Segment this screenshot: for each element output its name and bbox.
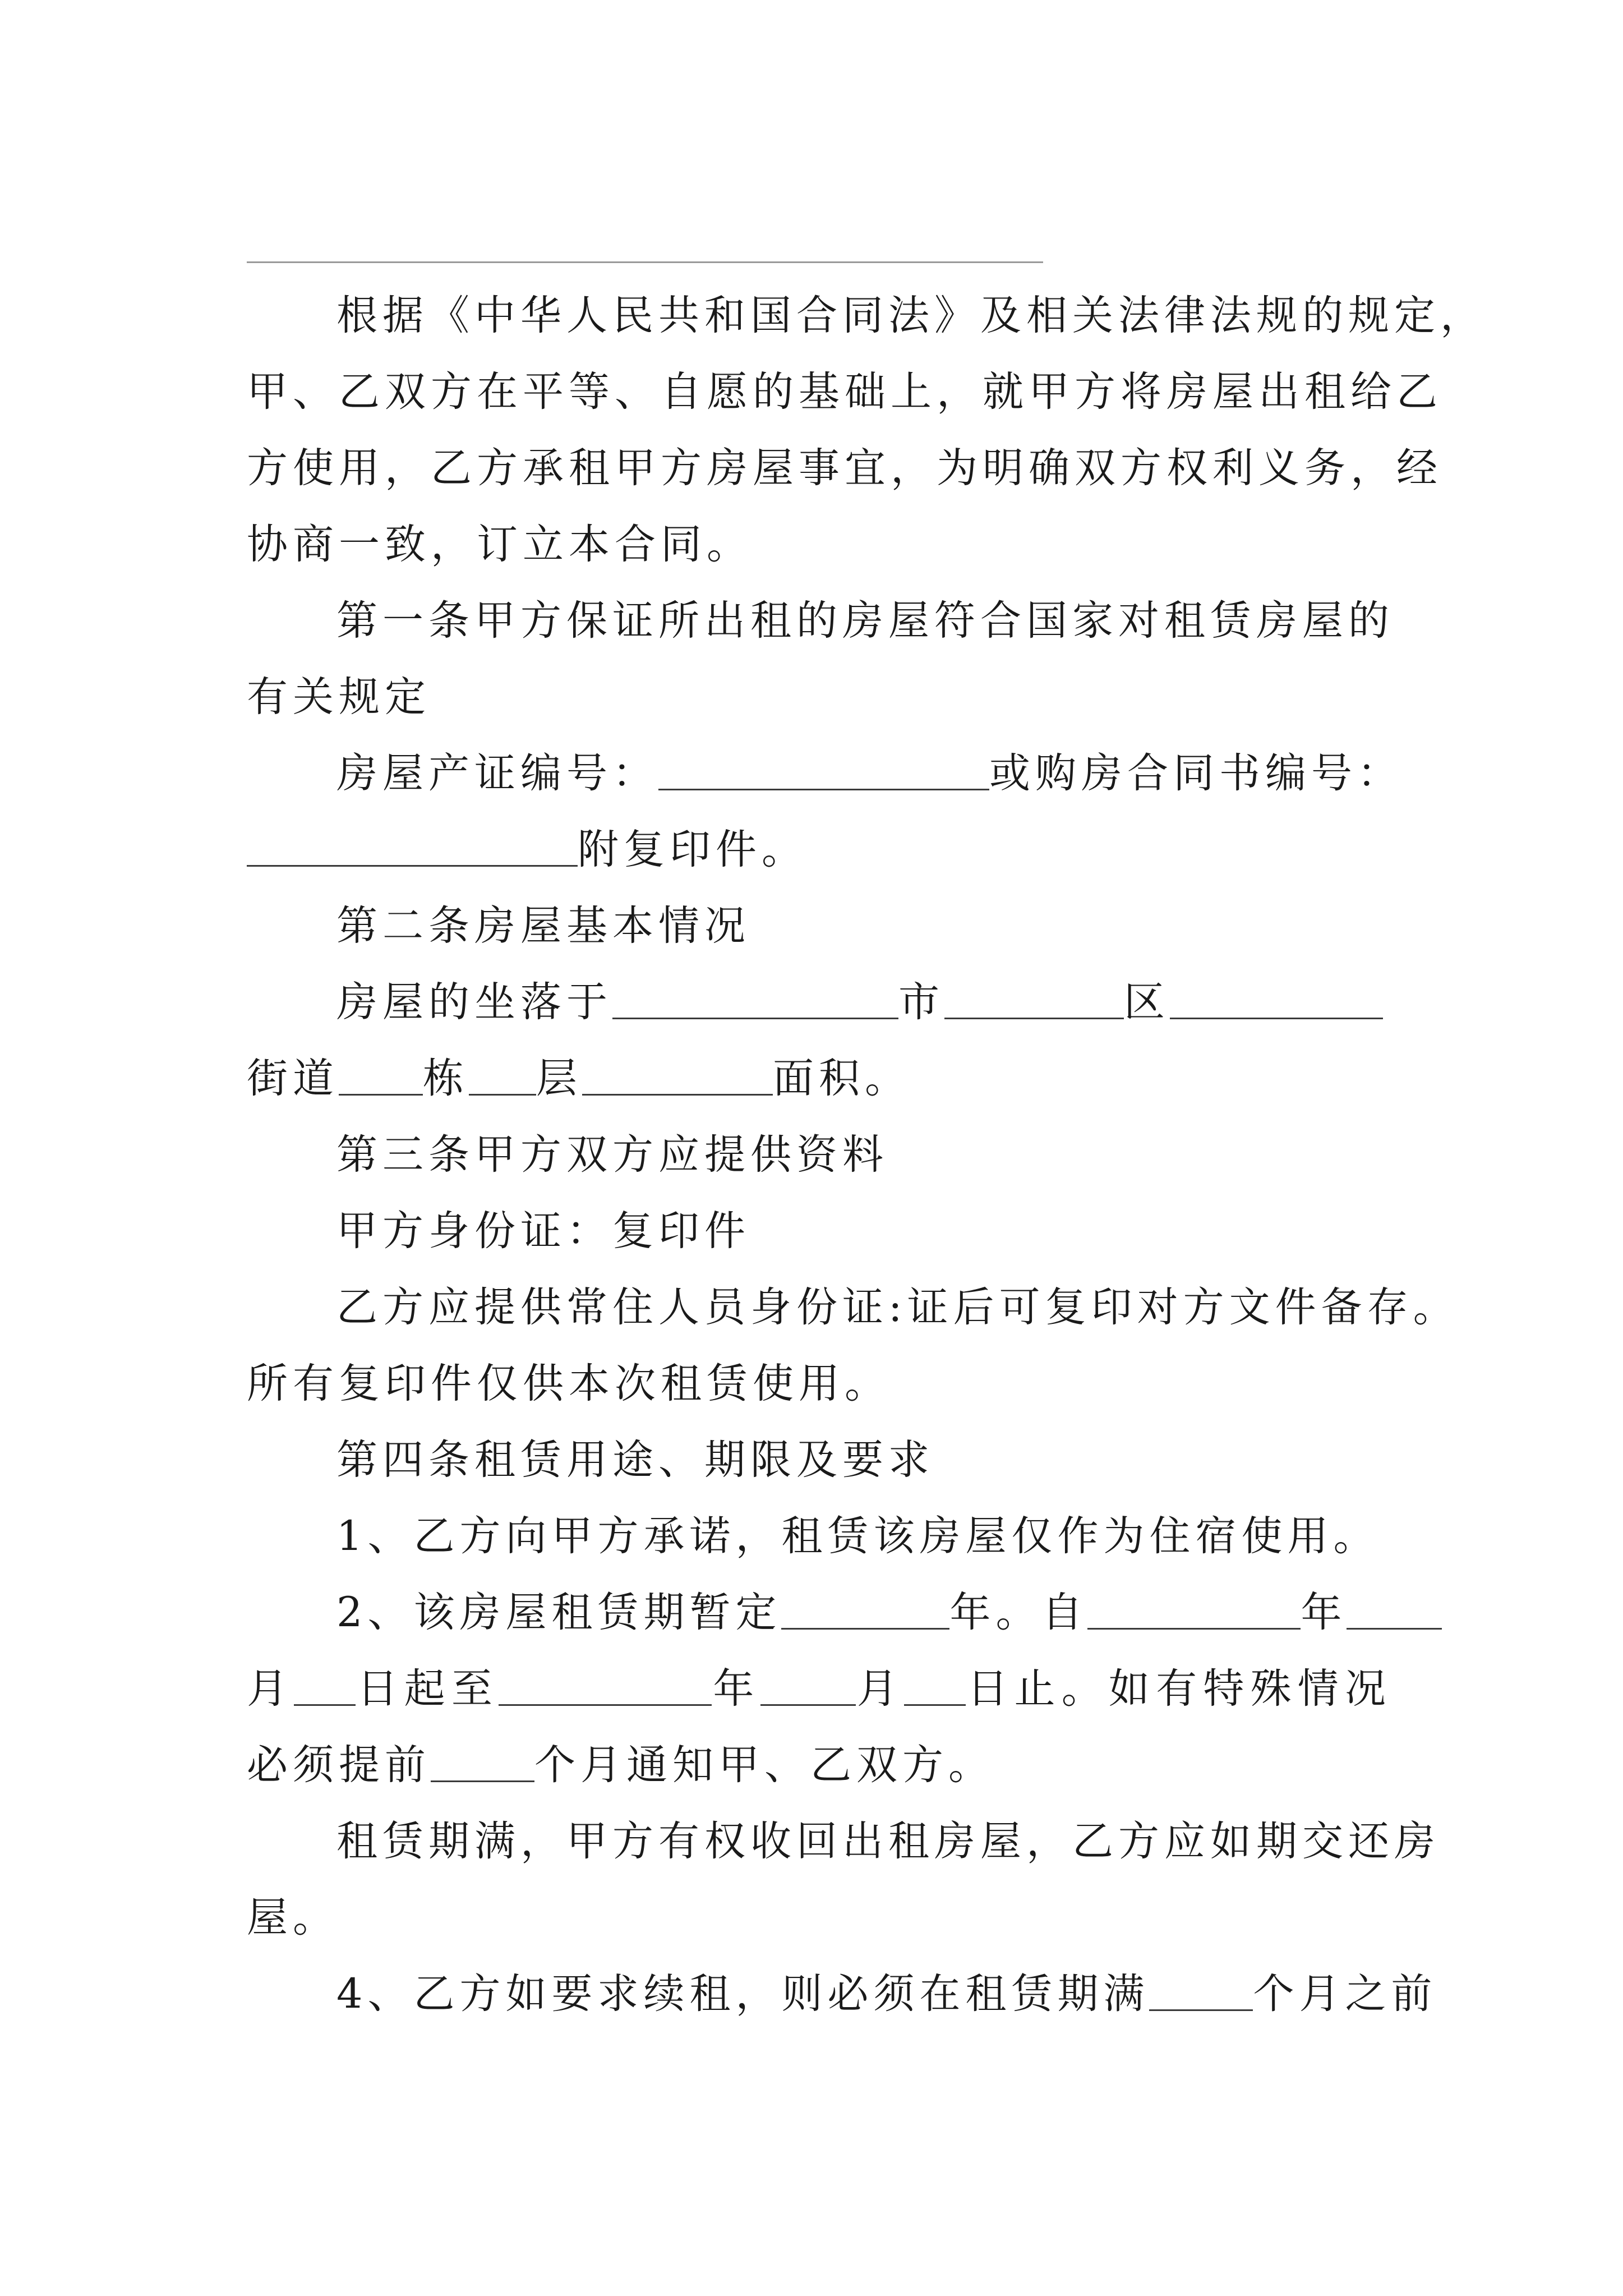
text-run: 第四条租赁用途、期限及要求 xyxy=(336,1436,934,1484)
paragraph-line xyxy=(247,430,1442,507)
header-rule xyxy=(247,261,1043,263)
paragraph-line xyxy=(247,1498,1391,1575)
text-run: 栋 xyxy=(423,1055,469,1102)
blank-line-building[interactable] xyxy=(469,1055,536,1096)
text-run: 方使用，乙方承租甲方房屋事宜，为明确双方权利义务，经 xyxy=(247,444,1442,492)
paragraph-line xyxy=(247,1880,1391,1956)
text-run: 必须提前 xyxy=(247,1741,431,1789)
text-run: 个月之前 xyxy=(1253,1970,1437,2018)
article-heading xyxy=(247,888,1391,964)
blank-line-start-year[interactable] xyxy=(1087,1589,1301,1630)
paragraph-line xyxy=(247,659,1391,735)
paragraph-line xyxy=(247,1041,1391,1117)
text-run: 有关规定 xyxy=(247,673,431,721)
blank-line-end-month[interactable] xyxy=(760,1665,856,1706)
text-run: 或购房合同书编号： xyxy=(989,749,1403,797)
text-run: 日止。如有特殊情况 xyxy=(966,1665,1391,1713)
text-run: 月 xyxy=(247,1665,294,1713)
paragraph-line xyxy=(247,1651,1391,1727)
blank-line-end-year[interactable] xyxy=(499,1665,712,1706)
blank-line-district[interactable] xyxy=(1170,978,1383,1019)
paragraph-line xyxy=(247,812,1391,888)
article-heading xyxy=(247,583,1394,659)
blank-line-end-day[interactable] xyxy=(904,1665,966,1706)
paragraph-line xyxy=(247,1803,1440,1880)
blank-line-start-day[interactable] xyxy=(294,1665,356,1706)
paragraph-line xyxy=(247,1727,1391,1803)
paragraph-line xyxy=(247,354,1442,430)
article-heading xyxy=(247,1117,1391,1193)
text-run: 第三条甲方双方应提供资料 xyxy=(336,1131,888,1179)
blank-line-location[interactable] xyxy=(612,978,898,1019)
text-run: 层 xyxy=(536,1055,582,1102)
text-run: 月 xyxy=(855,1665,905,1713)
text-run: 年 xyxy=(712,1665,760,1713)
paragraph-line xyxy=(247,278,1486,354)
blank-line-lease-years[interactable] xyxy=(781,1589,949,1630)
text-run: 1、乙方向甲方承诺，租赁该房屋仅作为住宿使用。 xyxy=(336,1512,1380,1560)
blank-line-start-month[interactable] xyxy=(1347,1589,1442,1630)
text-run: 协商一致，订立本合同。 xyxy=(247,521,753,568)
paragraph-line xyxy=(247,735,1403,812)
text-run: 面积。 xyxy=(773,1055,911,1102)
text-run: 年。自 xyxy=(949,1589,1088,1636)
paragraph-line xyxy=(247,964,1391,1041)
blank-line-renewal-months[interactable] xyxy=(1149,1970,1253,2011)
text-run: 甲、乙双方在平等、自愿的基础上，就甲方将房屋出租给乙 xyxy=(247,368,1442,416)
text-run: 房屋产证编号： xyxy=(336,749,658,797)
paragraph-line xyxy=(247,1956,1437,2032)
paragraph-line xyxy=(247,1346,1391,1422)
paragraph-line xyxy=(247,1575,1391,1651)
text-run: 租赁期满，甲方有权收回出租房屋，乙方应如期交还房 xyxy=(336,1818,1440,1865)
text-run: 街道 xyxy=(247,1055,339,1102)
text-run: 4、乙方如要求续租，则必须在租赁期满 xyxy=(336,1970,1150,2018)
text-run: 年 xyxy=(1301,1589,1347,1636)
text-run: 附复印件。 xyxy=(578,826,808,873)
text-run: 日起至 xyxy=(356,1665,499,1713)
contract-body xyxy=(247,278,1486,2032)
text-run: 甲方身份证：复印件 xyxy=(336,1207,750,1255)
paragraph-line xyxy=(247,507,1391,583)
blank-line-city[interactable] xyxy=(944,978,1124,1019)
text-run: 屋。 xyxy=(247,1894,339,1941)
paragraph-line xyxy=(247,1269,1459,1346)
text-run: 市 xyxy=(898,978,944,1026)
blank-line-property-cert-number[interactable] xyxy=(658,749,989,790)
text-run: 根据《中华人民共和国合同法》及相关法律法规的规定， xyxy=(336,292,1486,339)
blank-line-contract-number[interactable] xyxy=(247,826,578,867)
paragraph-line xyxy=(247,1193,1391,1269)
text-run: 区 xyxy=(1124,978,1170,1026)
text-run: 所有复印件仅供本次租赁使用。 xyxy=(247,1360,891,1407)
text-run: 乙方应提供常住人员身份证:证后可复印对方文件备存。 xyxy=(336,1283,1459,1331)
article-heading xyxy=(247,1422,1391,1498)
text-run: 2、该房屋租赁期暂定 xyxy=(336,1589,782,1636)
blank-line-floor[interactable] xyxy=(582,1055,773,1096)
blank-line-street[interactable] xyxy=(339,1055,423,1096)
text-run: 第一条甲方保证所出租的房屋符合国家对租赁房屋的 xyxy=(336,597,1394,645)
text-run: 第二条房屋基本情况 xyxy=(336,902,750,950)
text-run: 房屋的坐落于 xyxy=(336,978,612,1026)
blank-line-notice-months[interactable] xyxy=(431,1741,534,1782)
text-run: 个月通知甲、乙双方。 xyxy=(534,1741,994,1789)
